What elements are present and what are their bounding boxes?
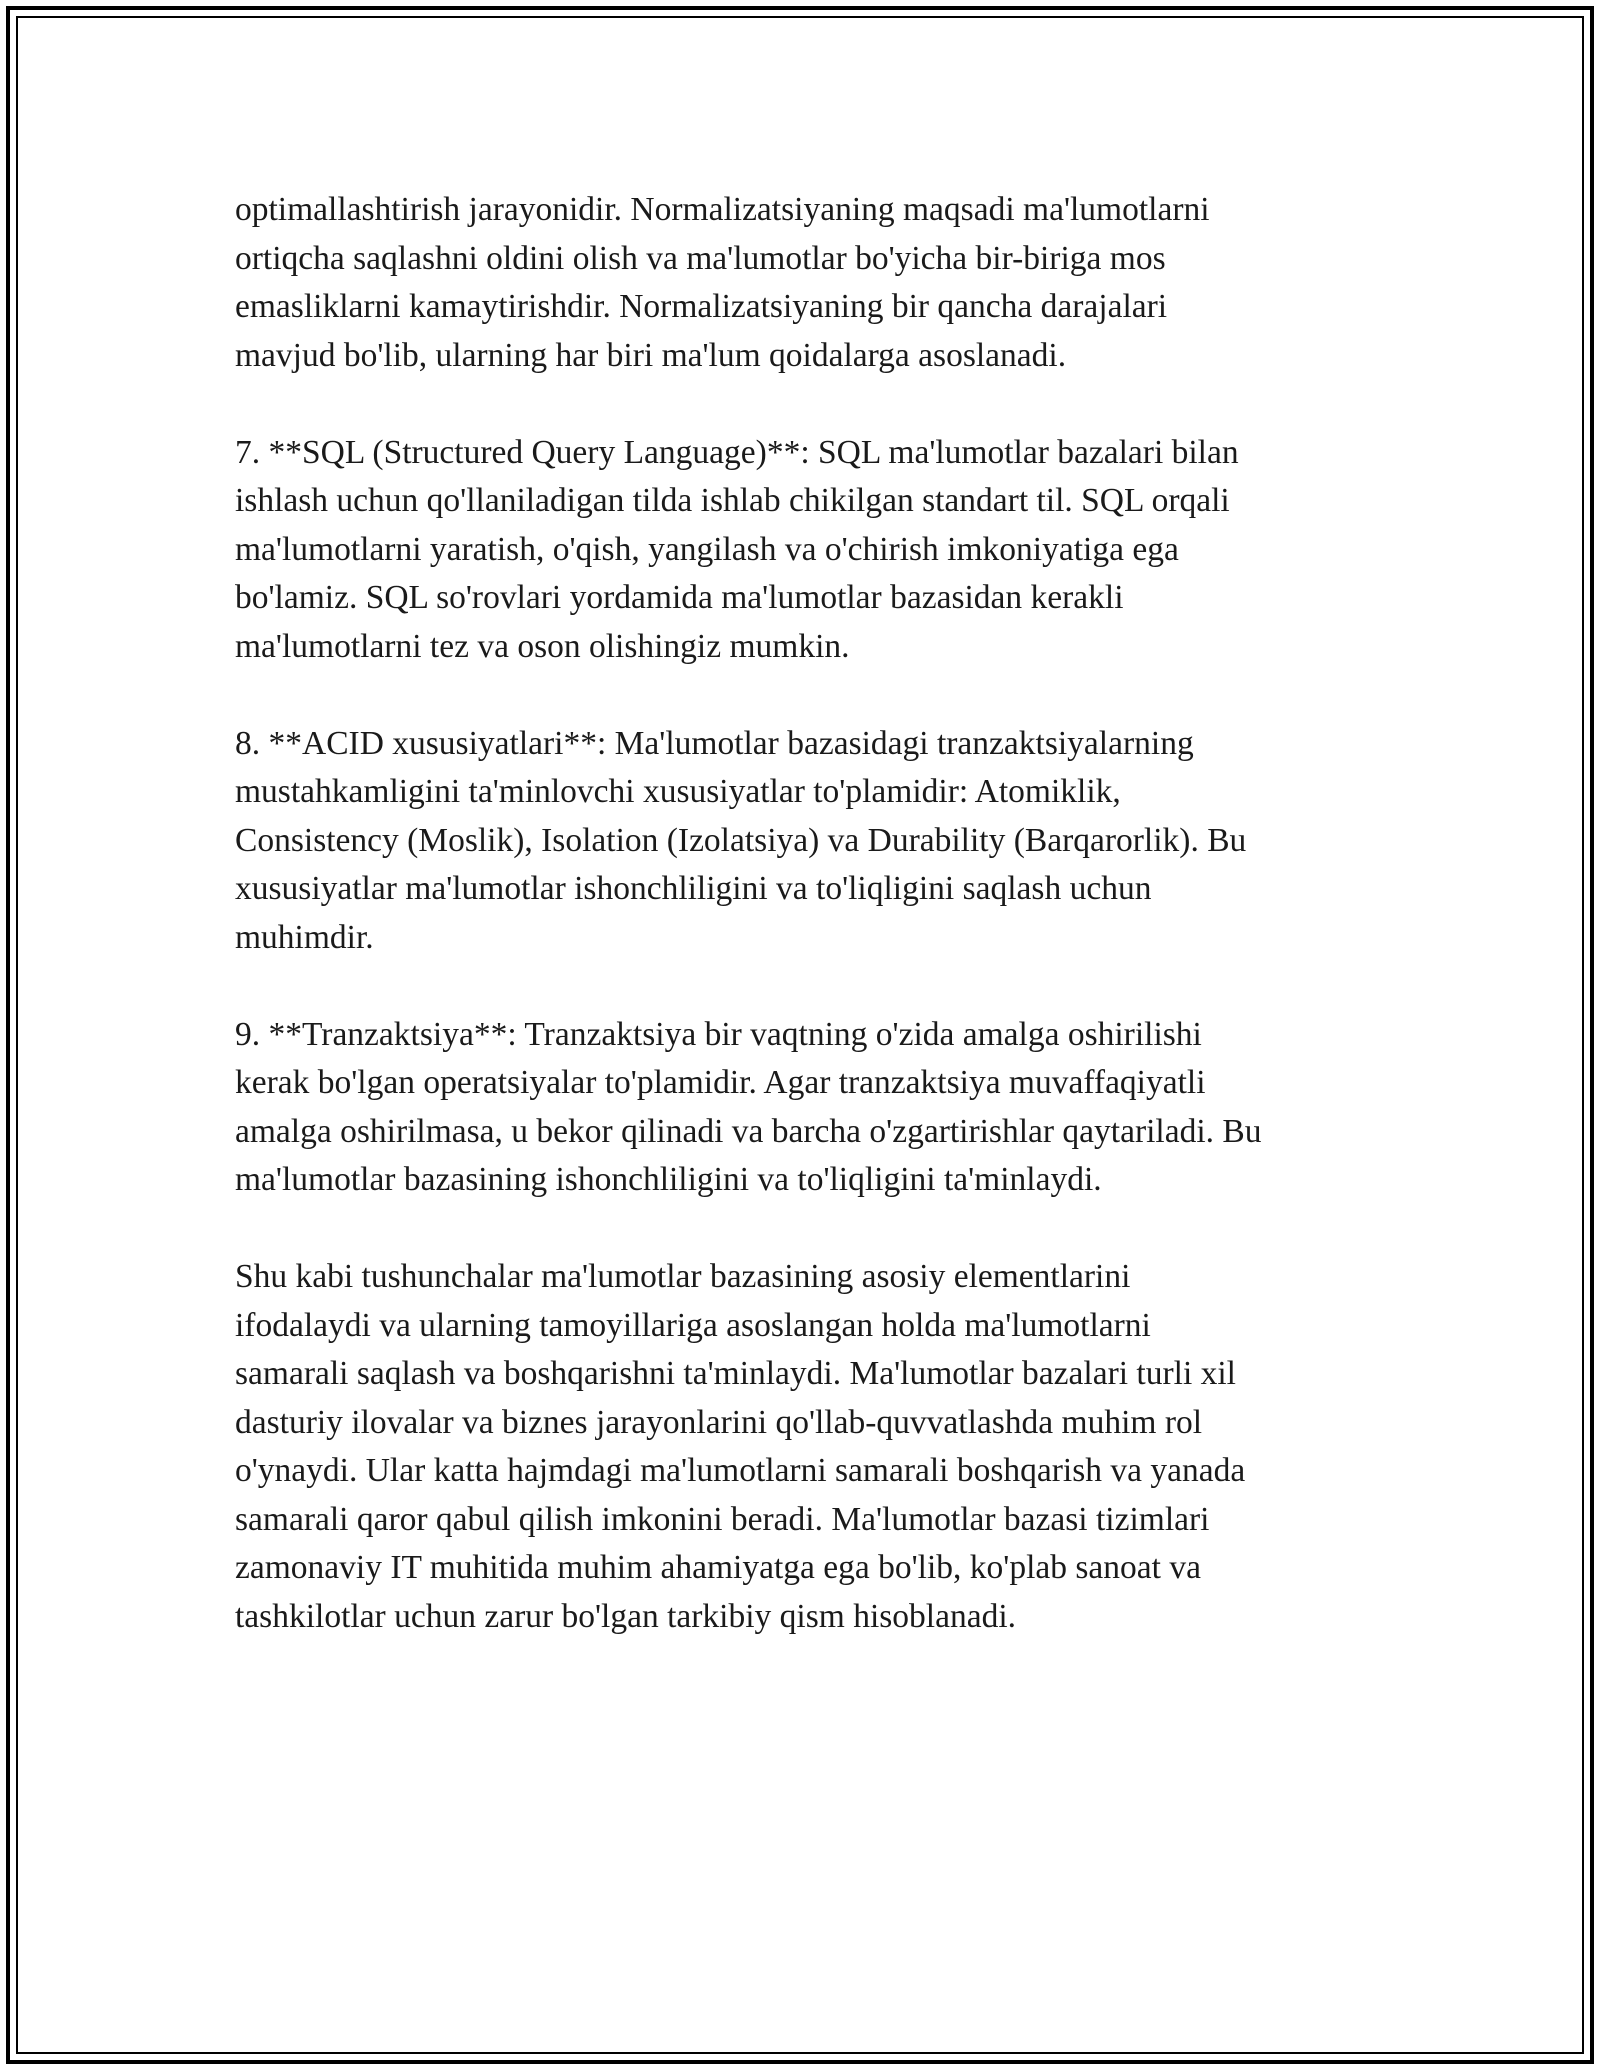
paragraph-normalization: optimallashtirish jarayonidir. Normalizatsiyaning maqsadi ma'lumotlarni ortiqcha saqlashni oldini olish va ma'lumotlar bo'yicha bir-biriga mos emasliklarni kamaytirishdir. Normalizatsiyaning bir qancha darajalari mavjud bo'lib, ularning har biri ma'lum qoidalarga asoslanadi. bbox=[235, 191, 1210, 374]
paragraph-transaction: 9. **Tranzaktsiya**: Tranzaktsiya bir vaqtning o'zida amalga oshirilishi kerak bo'lgan operatsiyalar to'plamidir. Agar tranzaktsiya muvaffaqiyatli amalga oshirilmasa, u bekor qilinadi va barcha o'zgartirishlar qaytariladi. Bu ma'lumotlar bazasining ishonchliligini va to'liqligini ta'minlaydi. bbox=[235, 1015, 1262, 1198]
paragraph-conclusion: Shu kabi tushunchalar ma'lumotlar bazasining asosiy elementlarini ifodalaydi va ularning tamoyillariga asoslangan holda ma'lumotlarni samarali saqlash va boshqarishni ta'minlaydi. Ma'lumotlar bazalari turli xil dasturiy ilovalar va biznes jarayonlarini qo'llab-quvvatlashda muhim rol o'ynaydi. Ular katta hajmdagi ma'lumotlarni samarali boshqarish va yanada samarali qaror qabul qilish imkonini beradi. Ma'lumotlar bazasi tizimlari zamonaviy IT muhitida muhim ahamiyatga ega bo'lib, ko'plab sanoat va tashkilotlar uchun zarur bo'lgan tarkibiy qism hisoblanadi. bbox=[235, 1258, 1246, 1635]
paragraph-sql: 7. **SQL (Structured Query Language)**: SQL ma'lumotlar bazalari bilan ishlash uchun qo'llaniladigan tilda ishlab chikilgan standart til. SQL orqali ma'lumotlarni yaratish, o'qish, yangilash va o'chirish imkoniyatiga ega bo'lamiz. SQL so'rovlari yordamida ma'lumotlar bazasidan kerakli ma'lumotlarni tez va oson olishingiz mumkin. bbox=[235, 433, 1239, 665]
document-body bbox=[235, 186, 1385, 1641]
paragraph-acid: 8. **ACID xususiyatlari**: Ma'lumotlar bazasidagi tranzaktsiyalarning mustahkamligini ta'minlovchi xususiyatlar to'plamidir: Atomiklik, Consistency (Moslik), Isolation (Izolatsiya) va Durability (Barqarorlik). Bu xususiyatlar ma'lumotlar ishonchliligini va to'liqligini saqlash uchun muhimdir. bbox=[235, 724, 1247, 956]
